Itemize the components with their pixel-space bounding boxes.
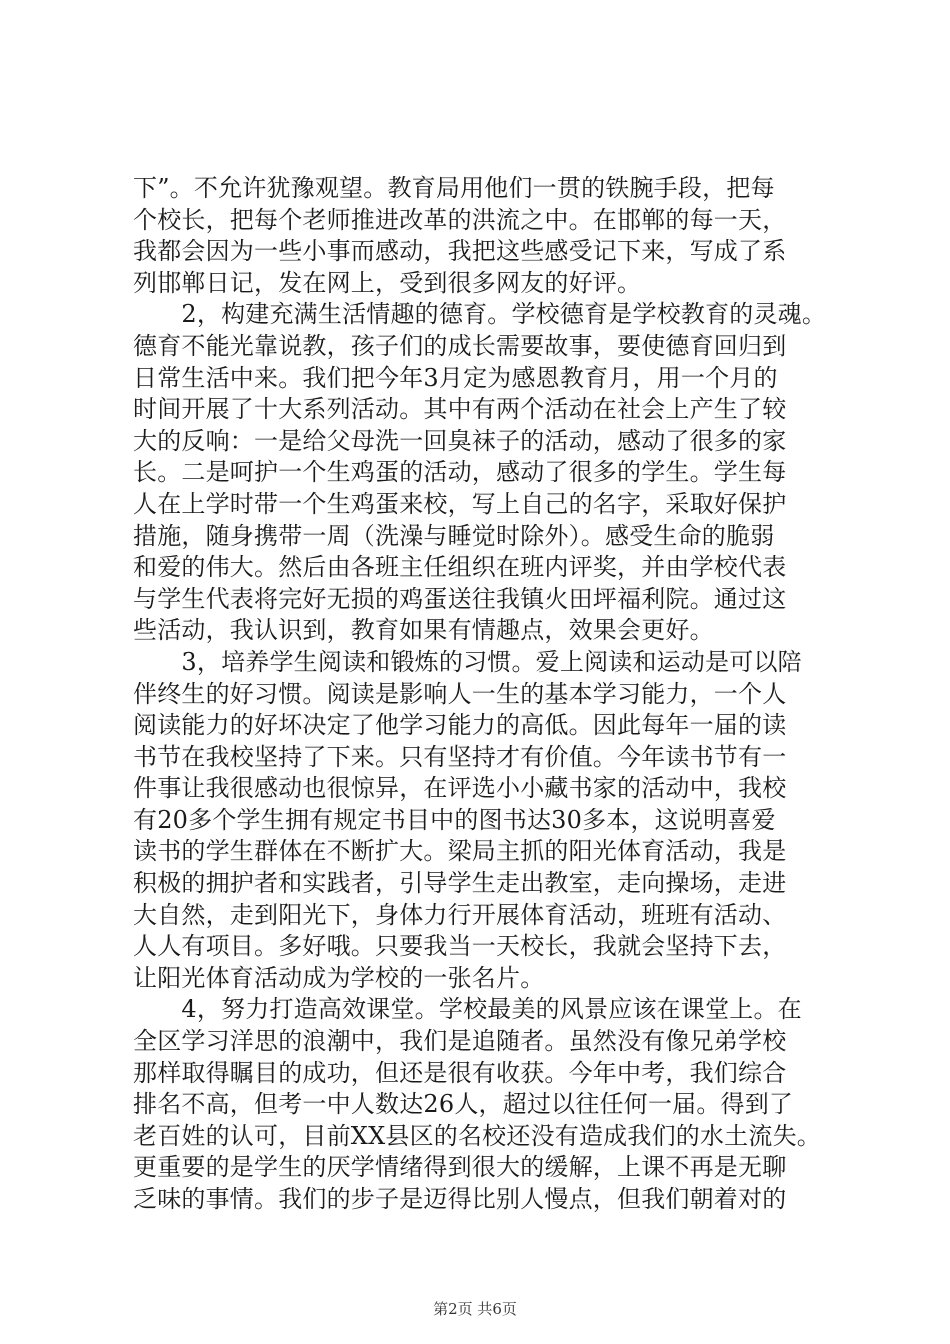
text-line: 大的反响：一是给父母洗一回臭袜子的活动，感动了很多的家 xyxy=(133,426,787,455)
text-line: 老百姓的认可，目前XX县区的名校还没有造成我们的水土流失。 xyxy=(133,1121,821,1150)
text-line: 伴终生的好习惯。阅读是影响人一生的基本学习能力，一个人 xyxy=(133,679,787,708)
text-line: 读书的学生群体在不断扩大。梁局主抓的阳光体育活动，我是 xyxy=(133,837,787,866)
text-line: 人人有项目。多好哦。只要我当一天校长，我就会坚持下去， xyxy=(133,932,787,961)
paragraph-2-start: 2，构建充满生活情趣的德育。学校德育是学校教育的灵魂。 xyxy=(133,300,827,329)
paragraph-3-start: 3，培养学生阅读和锻炼的习惯。爱上阅读和运动是可以陪 xyxy=(133,647,802,676)
text-line: 书节在我校坚持了下来。只有坚持才有价值。今年读书节有一 xyxy=(133,742,787,771)
text-line: 人在上学时带一个生鸡蛋来校，写上自己的名字，采取好保护 xyxy=(133,489,787,518)
text-line: 有20多个学生拥有规定书目中的图书达30多本，这说明喜爱 xyxy=(133,805,776,834)
text-line: 阅读能力的好坏决定了他学习能力的高低。因此每年一届的读 xyxy=(133,711,787,740)
text-line: 德育不能光靠说教，孩子们的成长需要故事，要使德育回归到 xyxy=(133,331,787,360)
text-line: 积极的拥护者和实践者，引导学生走出教室，走向操场，走进 xyxy=(133,869,787,898)
text-line: 排名不高，但考一中人数达26人，超过以往任何一届。得到了 xyxy=(133,1090,794,1119)
text-line: 日常生活中来。我们把今年3月定为感恩教育月，用一个月的 xyxy=(133,363,778,392)
paragraph-4-start: 4，努力打造高效课堂。学校最美的风景应该在课堂上。在 xyxy=(133,995,802,1024)
text-line: 我都会因为一些小事而感动，我把这些感受记下来，写成了系 xyxy=(133,237,787,266)
text-line: 全区学习洋思的浪潮中，我们是追随者。虽然没有像兄弟学校 xyxy=(133,1027,787,1056)
text-line: 大自然，走到阳光下，身体力行开展体育活动，班班有活动、 xyxy=(133,900,787,929)
text-line: 长。二是呵护一个生鸡蛋的活动，感动了很多的学生。学生每 xyxy=(133,458,787,487)
page-number-footer: 第2页 共6页 xyxy=(433,1300,517,1318)
text-line: 措施，随身携带一周（洗澡与睡觉时除外）。感受生命的脆弱 xyxy=(133,521,775,550)
text-line: 更重要的是学生的厌学情绪得到很大的缓解，上课不再是无聊 xyxy=(133,1153,787,1182)
text-line: 和爱的伟大。然后由各班主任组织在班内评奖，并由学校代表 xyxy=(133,553,787,582)
text-line: 让阳光体育活动成为学校的一张名片。 xyxy=(133,963,545,992)
text-line: 件事让我很感动也很惊异，在评选小小藏书家的活动中，我校 xyxy=(133,774,787,803)
text-line: 个校长，把每个老师推进改革的洪流之中。在邯郸的每一天， xyxy=(133,205,787,234)
text-line: 时间开展了十大系列活动。其中有两个活动在社会上产生了较 xyxy=(133,395,787,424)
text-line: 些活动，我认识到，教育如果有情趣点，效果会更好。 xyxy=(133,616,714,645)
text-line: 列邯郸日记，发在网上，受到很多网友的好评。 xyxy=(133,268,642,297)
body-text xyxy=(133,173,863,1216)
text-line: 那样取得瞩目的成功，但还是很有收获。今年中考，我们综合 xyxy=(133,1058,787,1087)
text-line: 与学生代表将完好无损的鸡蛋送往我镇火田坪福利院。通过这 xyxy=(133,584,787,613)
text-line: 乏味的事情。我们的步子是迈得比别人慢点，但我们朝着对的 xyxy=(133,1185,787,1213)
text-line: 下”。不允许犹豫观望。教育局用他们一贯的铁腕手段，把每 xyxy=(133,174,775,202)
